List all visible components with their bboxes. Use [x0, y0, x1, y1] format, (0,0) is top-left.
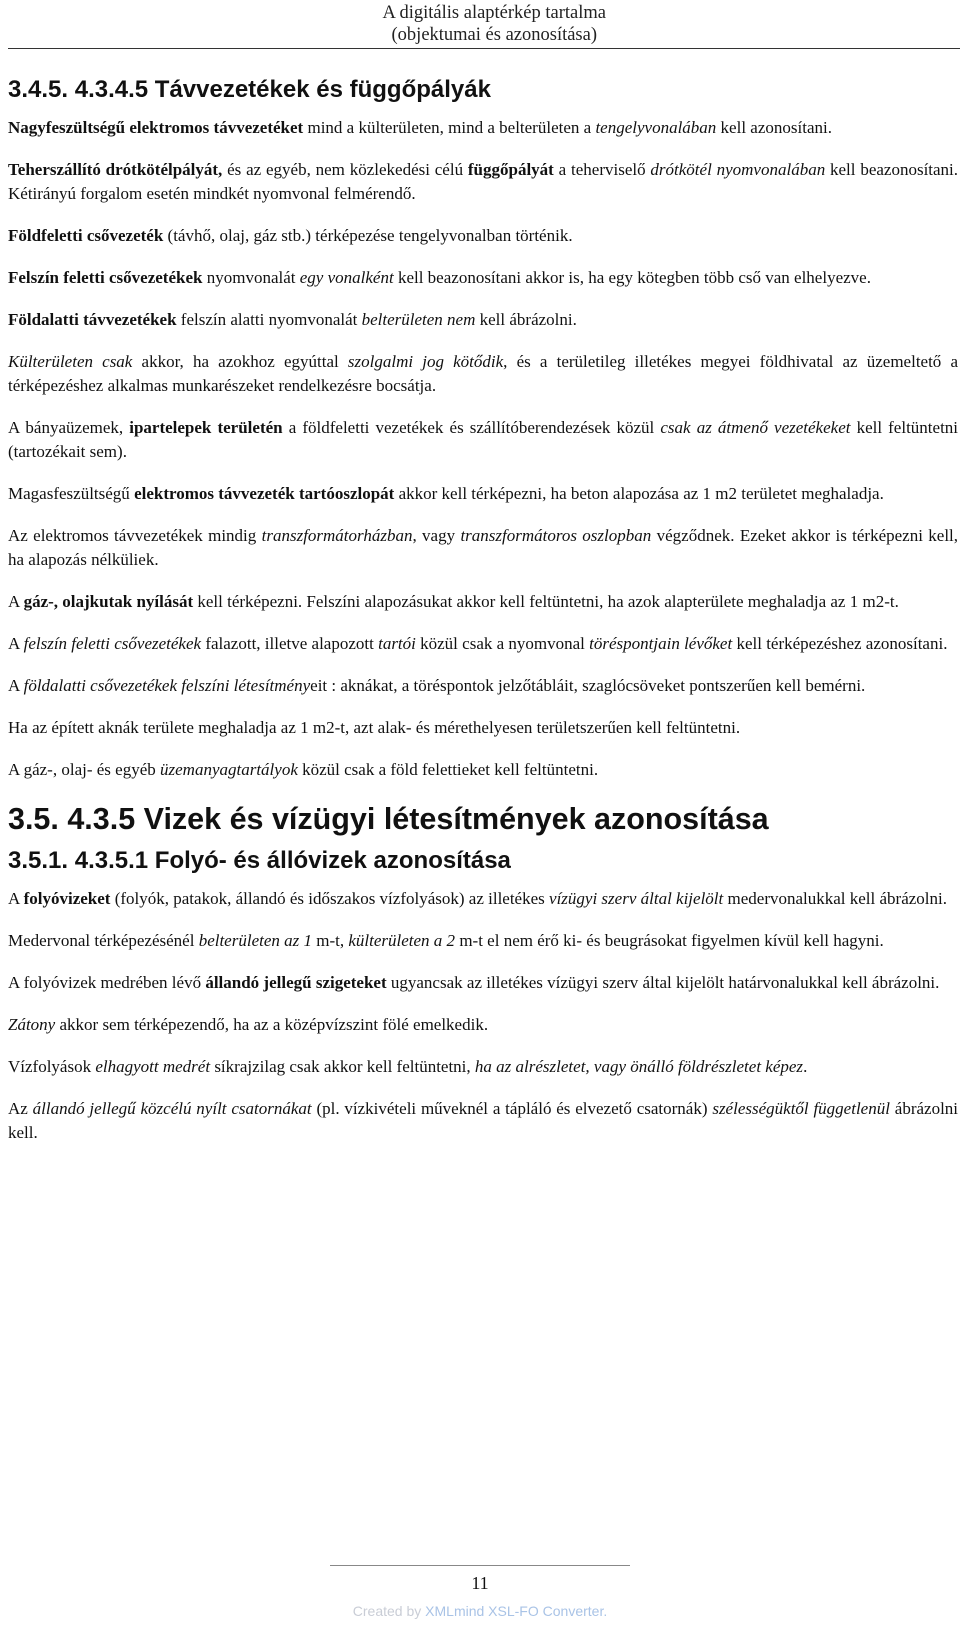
paragraph	[8, 116, 958, 140]
paragraph	[8, 524, 958, 572]
converter-credit	[0, 1603, 960, 1619]
paragraph	[8, 308, 958, 332]
text: a földfeletti vezetékek és szállítóberendezések közül	[288, 418, 655, 437]
paragraph	[8, 158, 958, 206]
text: kell beazonosítani. Kétirányú forgalom esetén mindkét nyomvonal felmérendő.	[8, 160, 959, 203]
text: kell térképezéshez azonosítani.	[736, 634, 948, 653]
credit-brand-link[interactable]: XMLmind XSL-FO Converter.	[425, 1603, 608, 1619]
paragraph	[8, 1097, 958, 1145]
text: kell feltüntetni (tartozékait sem).	[8, 418, 959, 461]
italic-term: üzemanyagtartályok	[160, 760, 298, 779]
italic-term: drótkötél nyomvonalában	[650, 160, 826, 179]
paragraph	[8, 224, 958, 248]
italic-term: felszíni létesítmény	[181, 676, 311, 695]
page-content	[8, 70, 958, 1163]
section-heading-3-5-1: 3.5.1. 4.3.5.1 Folyó- és állóvizek azonosítása	[8, 847, 511, 874]
text: kell ábrázolni.	[479, 310, 577, 329]
bold-term: ipartelepek területén	[129, 418, 283, 437]
text: m-t	[459, 931, 483, 950]
italic-term: földalatti csővezetékek	[23, 676, 178, 695]
text: akkor kell térképezni, ha beton alapozása az 1 m2	[398, 484, 738, 503]
text: kell beazonosítani akkor is, ha egy kötegben több cső van elhelyezve.	[397, 268, 871, 287]
text: akkor, ha azokhoz egyúttal	[141, 352, 339, 371]
italic-term: transzformátoros oszlopban	[460, 526, 652, 545]
paragraph	[8, 1013, 958, 1037]
text: A folyóvizek medrében lévő	[8, 973, 202, 992]
italic-term: tengelyvonalában	[595, 118, 717, 137]
text: Vízfolyások	[8, 1057, 92, 1076]
bold-term: Nagyfeszültségű elektromos távvezetéket	[8, 118, 304, 137]
italic-term: belterületen az 1	[198, 931, 312, 950]
italic-term: ha az alrészletet, vagy önálló földrészletet képez	[474, 1057, 804, 1076]
italic-term: transzformátorházban	[261, 526, 413, 545]
text: területet	[741, 484, 797, 503]
paragraph	[8, 887, 958, 911]
text: ábrázolni kell.	[8, 1099, 959, 1142]
text: akkor kell feltüntetni,	[323, 1057, 471, 1076]
bold-term: Földalatti távvezetékek	[8, 310, 177, 329]
text: Az elektromos távvezetékek mindig	[8, 526, 257, 545]
text: Ha az épített aknák területe meghaladja az 1 m2-t, azt alak- és mérethelyesen területszerűen kell feltüntetni.	[8, 718, 741, 737]
text: térképezendő, ha az a középvízszint fölé emelkedik.	[134, 1015, 489, 1034]
italic-term: állandó jellegű közcélú nyílt csatornákat	[32, 1099, 312, 1118]
text: (távhő, olaj, gáz stb.) térképezése	[167, 226, 395, 245]
text: A gáz-, olaj- és egyéb	[8, 760, 156, 779]
text: mind a külterületen, mind a belterületen a	[307, 118, 592, 137]
paragraph	[8, 971, 958, 995]
text: Az	[8, 1099, 28, 1118]
italic-term: belterületen nem	[361, 310, 476, 329]
italic-term: egy vonalként	[299, 268, 394, 287]
text: a teherviselő	[558, 160, 646, 179]
text: tengelyvonalban	[398, 226, 512, 245]
text: történik.	[515, 226, 573, 245]
text: kell ábrázolni.	[849, 889, 948, 908]
bold-term: Teherszállító drótkötélpályát,	[8, 160, 223, 179]
page-header	[8, 0, 960, 49]
text: el nem érő ki- és beugrásokat figyelmen kívül kell hagyni.	[487, 931, 884, 950]
header-title	[383, 2, 606, 46]
paragraph	[8, 1055, 958, 1079]
header-line-1: A digitális alaptérkép tartalma	[382, 3, 606, 23]
text: A	[8, 592, 20, 611]
text: akkor sem	[59, 1015, 130, 1034]
paragraph	[8, 632, 958, 656]
italic-term: tartói	[378, 634, 416, 653]
paragraph	[8, 674, 958, 698]
text: falazott, illetve alapozott	[205, 634, 374, 653]
bold-term: állandó jellegű szigeteket	[205, 973, 387, 992]
page-number: 11	[471, 1573, 489, 1593]
text: kell térképezni. Felszíni alapozásukat akkor kell feltüntetni, ha azok alapterülete meghaladja az 1 m2-t.	[197, 592, 899, 611]
text: medervonalukkal	[727, 889, 846, 908]
credit-prefix: Created by	[352, 1603, 422, 1619]
text: : aknákat, a töréspontok jelzőtábláit, szaglócsöveket pontszerűen kell bemérni.	[331, 676, 866, 695]
text: és az egyéb, nem közlekedési célú	[227, 160, 464, 179]
bold-term: függőpályát	[467, 160, 554, 179]
italic-term: elhagyott medrét	[95, 1057, 211, 1076]
paragraph	[8, 590, 958, 614]
italic-term: töréspontjain lévőket	[589, 634, 733, 653]
text: , vagy	[412, 526, 456, 545]
paragraph	[8, 482, 958, 506]
italic-term: Külterületen csak	[8, 352, 133, 371]
text: .	[879, 484, 884, 503]
italic-term: vízügyi szerv által kijelölt	[549, 889, 724, 908]
text: közül csak a föld felettieket kell feltüntetni.	[302, 760, 599, 779]
text: A	[8, 676, 20, 695]
paragraph	[8, 350, 958, 398]
italic-term: szélességüktől függetlenül	[712, 1099, 890, 1118]
text: kell azonosítani.	[720, 118, 832, 137]
text: .	[803, 1057, 808, 1076]
paragraph	[8, 266, 958, 290]
section-heading-3-5: 3.5. 4.3.5 Vizek és vízügyi létesítmények azonosítása	[8, 802, 769, 836]
bold-term: Földfeletti csővezeték	[8, 226, 164, 245]
text: csak	[289, 1057, 320, 1076]
text: síkrajzilag	[214, 1057, 286, 1076]
text: eit	[310, 676, 328, 695]
text: végződnek. Ezeket akkor is térképezni kell, ha alapozás nélküliek.	[8, 526, 959, 569]
bold-term: folyóvizeket	[23, 889, 111, 908]
text: felszín alatti nyomvonalát	[180, 310, 358, 329]
text: meghaladja	[801, 484, 880, 503]
text: nyomvonalát	[206, 268, 296, 287]
italic-term: szolgalmi jog kötődik	[347, 352, 504, 371]
text: ugyancsak az illetékes vízügyi szerv által kijelölt határvonalukkal kell ábrázolni.	[390, 973, 940, 992]
text: , és a területileg illetékes megyei földhivatal az üzemeltető a térképezéshez alkalmas munkarészeket rendelkezésre bocsátja.	[8, 352, 959, 395]
footer-divider	[330, 1565, 630, 1566]
bold-term: gáz-, olajkutak nyílását	[23, 592, 194, 611]
text: (pl. vízkivételi műveknél a tápláló és elvezető csatornák)	[316, 1099, 708, 1118]
bold-term: elektromos távvezeték tartóoszlopát	[134, 484, 395, 503]
paragraph	[8, 929, 958, 953]
text: Medervonal térképezésénél	[8, 931, 195, 950]
paragraph	[8, 416, 958, 464]
text: A bányaüzemek,	[8, 418, 124, 437]
text: A	[8, 889, 20, 908]
italic-term: külterületen a 2	[348, 931, 456, 950]
italic-term: csak az átmenő vezetékeket	[660, 418, 851, 437]
italic-term: Zátony	[8, 1015, 56, 1034]
bold-term: Felszín feletti csővezetékek	[8, 268, 203, 287]
italic-term: felszín feletti csővezetékek	[23, 634, 202, 653]
paragraph	[8, 758, 958, 782]
section-heading-3-4-5: 3.4.5. 4.3.4.5 Távvezetékek és függőpályák	[8, 76, 491, 103]
text: közül csak a nyomvonal	[420, 634, 585, 653]
text: (folyók, patakok, állandó és időszakos vízfolyások) az illetékes	[114, 889, 545, 908]
text: m-t,	[316, 931, 345, 950]
text: Magasfeszültségű	[8, 484, 130, 503]
header-line-2: (objektumai és azonosítása)	[391, 25, 598, 45]
text: A	[8, 634, 20, 653]
paragraph	[8, 716, 958, 740]
